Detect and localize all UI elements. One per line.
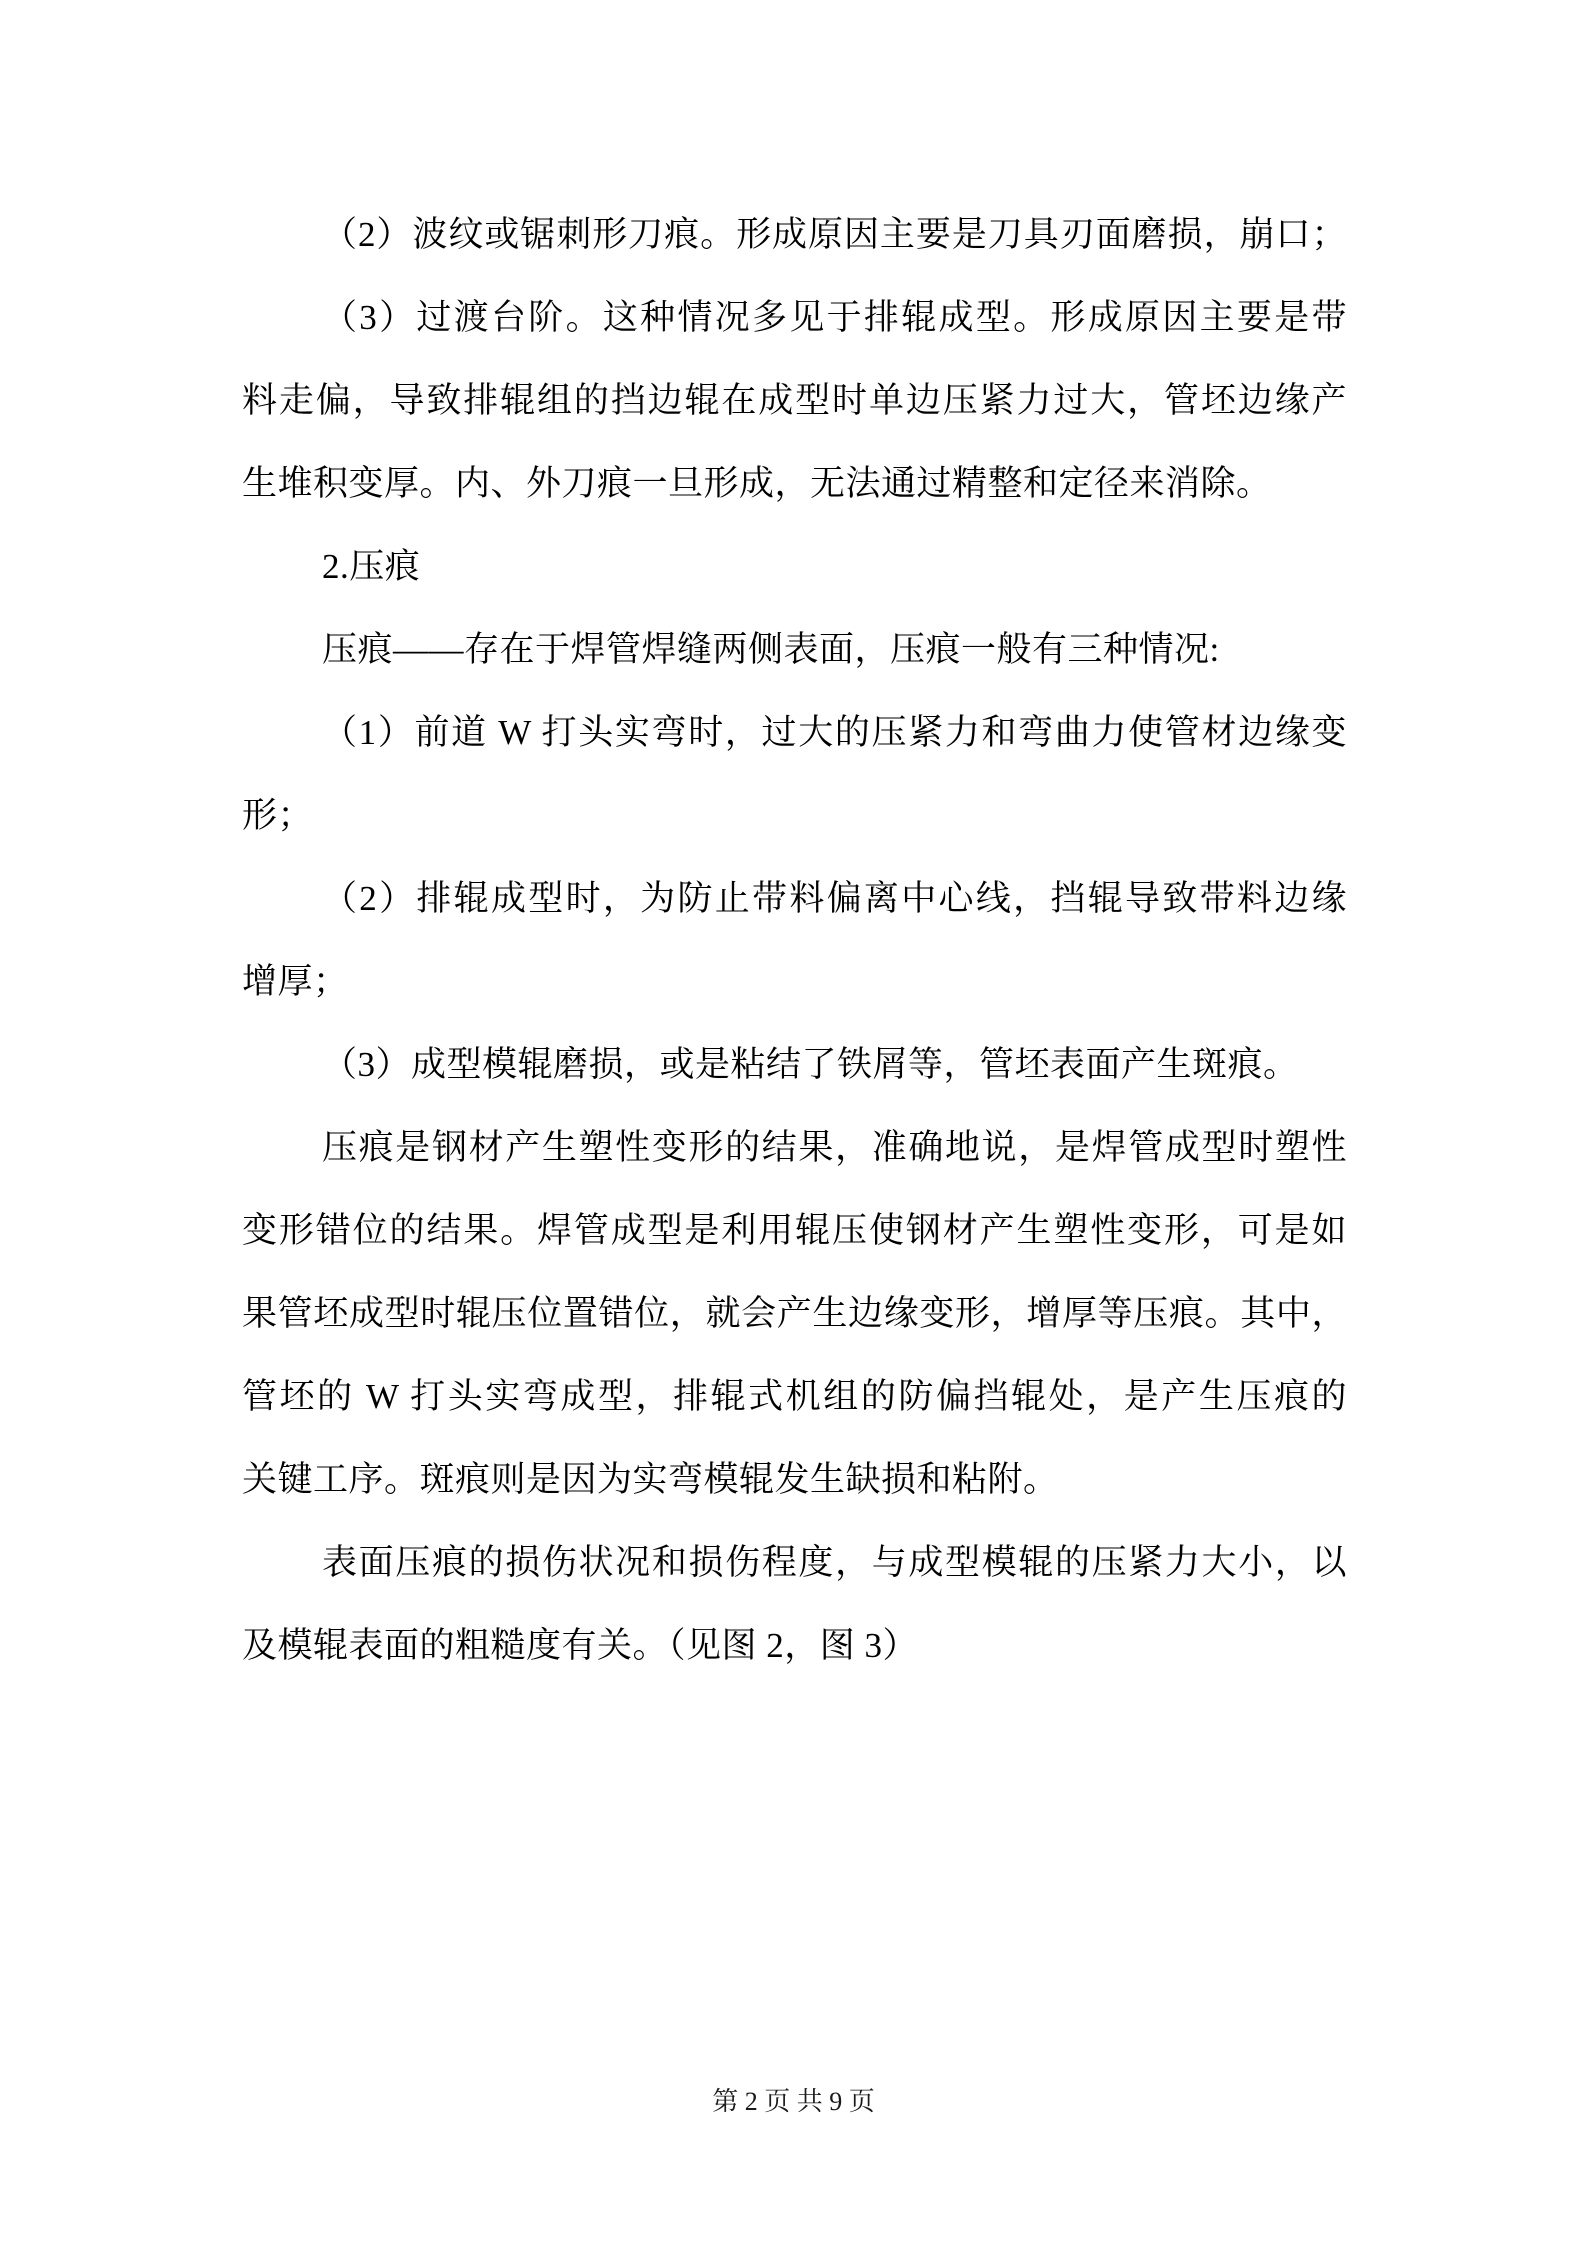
text-line: （1）前道 W 打头实弯时，过大的压紧力和弯曲力使管材边缘变 (322, 713, 1347, 752)
text-line: 形； (242, 796, 314, 835)
text-line: 果管坯成型时辊压位置错位，就会产生边缘变形，增厚等压痕。其中， (242, 1294, 1347, 1333)
text-line: 管坯的 W 打头实弯成型，排辊式机组的防偏挡辊处，是产生压痕的 (242, 1377, 1347, 1416)
text-line: 压痕是钢材产生塑性变形的结果，准确地说，是焊管成型时塑性 (322, 1128, 1347, 1167)
document-body (242, 193, 1347, 1687)
page-footer: 第 2 页 共 9 页 (712, 2087, 875, 2116)
text-line: （2）波纹或锯刺形刀痕。形成原因主要是刀具刃面磨损，崩口； (322, 215, 1347, 254)
text-line: 关键工序。斑痕则是因为实弯模辊发生缺损和粘附。 (242, 1460, 1059, 1499)
text-line: 及模辊表面的粗糙度有关。（见图 2，图 3） (242, 1626, 919, 1665)
text-line: 变形错位的结果。焊管成型是利用辊压使钢材产生塑性变形，可是如 (242, 1211, 1347, 1250)
text-line: （2）排辊成型时，为防止带料偏离中心线，挡辊导致带料边缘 (322, 879, 1347, 918)
text-line: 增厚； (242, 962, 349, 1001)
text-line: 料走偏，导致排辊组的挡边辊在成型时单边压紧力过大，管坯边缘产 (242, 381, 1347, 420)
text-line: （3）过渡台阶。这种情况多见于排辊成型。形成原因主要是带 (322, 298, 1347, 337)
text-line: 压痕——存在于焊管焊缝两侧表面，压痕一般有三种情况: (322, 630, 1220, 669)
text-line: 生堆积变厚。内、外刀痕一旦形成，无法通过精整和定径来消除。 (242, 464, 1272, 503)
text-line: 表面压痕的损伤状况和损伤程度，与成型模辊的压紧力大小，以 (322, 1543, 1347, 1582)
text-line: 2.压痕 (322, 547, 421, 586)
text-line: （3）成型模辊磨损，或是粘结了铁屑等，管坯表面产生斑痕。 (322, 1045, 1299, 1084)
